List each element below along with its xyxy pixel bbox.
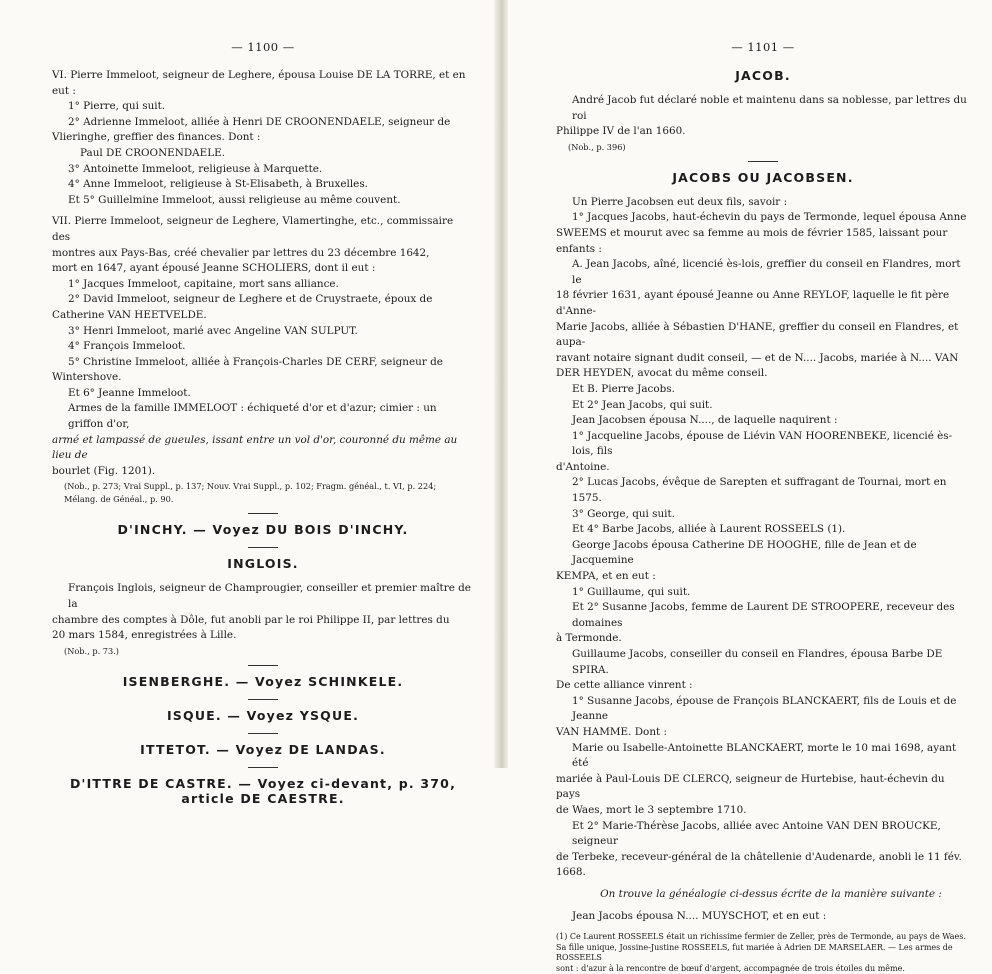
footnote-line: sont : d'azur à la rencontre de bœuf d'argent, accompagnée de trois étoiles du même.: [556, 963, 905, 973]
text-line: Un Pierre Jacobsen eut deux fils, savoir :: [572, 195, 788, 208]
reference-note: (Nob., p. 73.): [64, 645, 119, 656]
section-heading: D'ITTRE DE CASTRE. — Voyez ci-devant, p. 370, article DE CAESTRE.: [69, 775, 457, 806]
text-line: 5° Christine Immeloot, alliée à François-Charles DE CERF, seigneur de: [68, 355, 443, 368]
text-line: On trouve la généalogie ci-dessus écrite de la manière suivante :: [600, 887, 942, 900]
text-line: DER HEYDEN, avocat du même conseil.: [556, 367, 768, 380]
text-line: George Jacobs épousa Catherine DE HOOGHE, fille de Jean et de Jacquemine: [572, 538, 917, 567]
text-line: Catherine VAN HEETVELDE.: [52, 308, 207, 321]
text-line: 3° Antoinette Immeloot, religieuse à Marquette.: [68, 162, 323, 175]
footnote-line: Sa fille unique, Jossine-Justine ROSSEELS, fut mariée à Adrien DE MARSELAER. — Les armes de ROSSEELS: [556, 942, 953, 963]
section-divider: [248, 513, 278, 514]
footnote-line: (1) Ce Laurent ROSSEELS était un richissime fermier de Zeller, près de Termonde, au pays de Waes.: [556, 932, 966, 942]
text-line: mort en 1647, ayant épousé Jeanne SCHOLIERS, dont il eut :: [52, 262, 376, 275]
text-line: VAN HAMME. Dont :: [556, 725, 667, 738]
text-line: 1° Guillaume, qui suit.: [572, 585, 691, 598]
reference-note: (Nob., p. 273; Vrai Suppl., p. 137; Nouv. Vrai Suppl., p. 102; Fragm. généal., t. VI, p. 224;: [64, 481, 437, 492]
text-line: de Terbeke, receveur-général de la châtellenie d'Audenarde, anobli le 11 fév. 1668.: [556, 850, 962, 879]
section-divider: [248, 547, 278, 548]
text-line: montres aux Pays-Bas, créé chevalier par lettres du 23 décembre 1642,: [52, 246, 430, 259]
left-page: [0, 0, 496, 806]
text-line: chambre des comptes à Dôle, fut anobli par le roi Philippe II, par lettres du: [52, 613, 450, 626]
text-line: armé et lampassé de gueules, issant entre un vol d'or, couronné du même au lieu de: [52, 433, 458, 462]
section-heading: JACOBS OU JACOBSEN.: [672, 169, 854, 185]
text-line: Et 2° Jean Jacobs, qui suit.: [572, 398, 713, 411]
text-line: 18 février 1631, ayant épousé Jeanne ou Anne REYLOF, laquelle le fit père d'Anne-: [556, 289, 950, 317]
text-line: VII. Pierre Immeloot, seigneur de Leghere, Vlamertinghe, etc., commissaire des: [52, 215, 454, 243]
text-line: Et 2° Susanne Jacobs, femme de Laurent DE STROOPERE, receveur des domaines: [572, 601, 955, 629]
text-line: KEMPA, et en eut :: [556, 570, 656, 583]
text-line: De cette alliance vinrent :: [556, 679, 693, 692]
text-line: 1° Jacqueline Jacobs, épouse de Liévin VAN HOORENBEKE, licencié ès-lois, fils: [572, 429, 953, 458]
page-number: — 1100 —: [231, 40, 295, 54]
text-line: 1° Pierre, qui suit.: [68, 100, 166, 113]
text-line: Vlieringhe, greffier des finances. Dont :: [52, 131, 261, 144]
text-line: d'Antoine.: [556, 460, 610, 473]
reference-note: (Nob., p. 396): [568, 141, 626, 152]
footnote: [556, 932, 970, 974]
text-line: 1° Susanne Jacobs, épouse de François BLANCKAERT, fils de Louis et de Jeanne: [572, 694, 957, 723]
section-divider: [248, 699, 278, 700]
text-line: 2° Adrienne Immeloot, alliée à Henri DE CROONENDAELE, seigneur de: [68, 115, 451, 128]
text-line: 1° Jacques Immeloot, capitaine, mort sans alliance.: [68, 277, 339, 290]
text-line: Paul DE CROONENDAELE.: [80, 146, 226, 159]
page-number: — 1101 —: [731, 40, 795, 54]
text-line: Armes de la famille IMMELOOT : échiqueté d'or et d'azur; cimier : un griffon d'or,: [68, 402, 437, 431]
section-heading: ITTETOT. — Voyez DE LANDAS.: [140, 741, 386, 757]
section-divider: [248, 733, 278, 734]
text-line: 20 mars 1584, enregistrées à Lille.: [52, 629, 237, 642]
reference-note: Mélang. de Généal., p. 90.: [64, 494, 174, 505]
text-line: SWEEMS et mourut avec sa femme au mois de février 1585, laissant pour enfants :: [556, 226, 948, 255]
section-divider: [748, 161, 778, 162]
text-line: VI. Pierre Immeloot, seigneur de Leghere, épousa Louise DE LA TORRE, et en eut :: [52, 69, 466, 97]
text-line: Wintershove.: [52, 371, 122, 384]
text-line: 3° George, qui suit.: [572, 507, 675, 520]
text-line: 2° Lucas Jacobs, évêque de Sarepten et suffragant de Tournai, mort en 1575.: [572, 476, 947, 505]
text-line: bourlet (Fig. 1201).: [52, 464, 156, 477]
text-line: Marie ou Isabelle-Antoinette BLANCKAERT, morte le 10 mai 1698, ayant été: [572, 741, 957, 770]
text-line: 1° Jacques Jacobs, haut-échevin du pays de Termonde, lequel épousa Anne: [572, 211, 967, 224]
text-line: Jean Jacobsen épousa N...., de laquelle naquirent :: [572, 414, 838, 427]
text-line: Et 6° Jeanne Immeloot.: [68, 386, 191, 399]
text-line: 4° Anne Immeloot, religieuse à St-Elisabeth, à Bruxelles.: [68, 178, 368, 191]
section-heading: ISENBERGHE. — Voyez SCHINKELE.: [122, 673, 404, 689]
section-heading: JACOB.: [735, 68, 791, 83]
text-line: Et B. Pierre Jacobs.: [572, 382, 675, 395]
text-line: 4° François Immeloot.: [68, 340, 186, 353]
text-line: de Waes, mort le 3 septembre 1710.: [556, 803, 747, 816]
section-divider: [248, 665, 278, 666]
text-line: Philippe IV de l'an 1660.: [556, 125, 686, 138]
text-line: André Jacob fut déclaré noble et maintenu dans sa noblesse, par lettres du roi: [572, 94, 967, 122]
text-line: Guillaume Jacobs, conseiller du conseil en Flandres, épousa Barbe DE SPIRA.: [572, 648, 943, 676]
text-line: A. Jean Jacobs, aîné, licencié ès-lois, greffier du conseil en Flandres, mort le: [572, 258, 961, 286]
text-line: 3° Henri Immeloot, marié avec Angeline VAN SULPUT.: [68, 324, 358, 337]
text-line: Et 5° Guillelmine Immeloot, aussi religieuse au même couvent.: [68, 193, 401, 206]
text-line: à Termonde.: [556, 632, 622, 645]
text-line: ravant notaire signant dudit conseil, — et de N.... Jacobs, mariée à N.... VAN: [556, 351, 959, 364]
text-line: Et 4° Barbe Jacobs, alliée à Laurent ROSSEELS (1).: [572, 523, 846, 536]
text-line: mariée à Paul-Louis DE CLERCQ, seigneur de Hurtebise, haut-échevin du pays: [556, 772, 945, 801]
right-page: [496, 0, 992, 973]
text-line: 2° David Immeloot, seigneur de Leghere et de Cruystraete, époux de: [68, 293, 433, 306]
section-heading: INGLOIS.: [227, 556, 299, 572]
section-heading: D'INCHY. — Voyez DU BOIS D'INCHY.: [117, 522, 409, 538]
text-line: Et 2° Marie-Thérèse Jacobs, alliée avec Antoine VAN DEN BROUCKE, seigneur: [572, 819, 941, 848]
text-line: François Inglois, seigneur de Champrougier, conseiller et premier maître de la: [68, 582, 471, 611]
text-line: Jean Jacobs épousa N.... MUYSCHOT, et en eut :: [572, 909, 827, 922]
section-heading: ISQUE. — Voyez YSQUE.: [166, 707, 360, 723]
text-line: Marie Jacobs, alliée à Sébastien D'HANE, greffier du conseil en Flandres, et aupa-: [556, 320, 959, 349]
